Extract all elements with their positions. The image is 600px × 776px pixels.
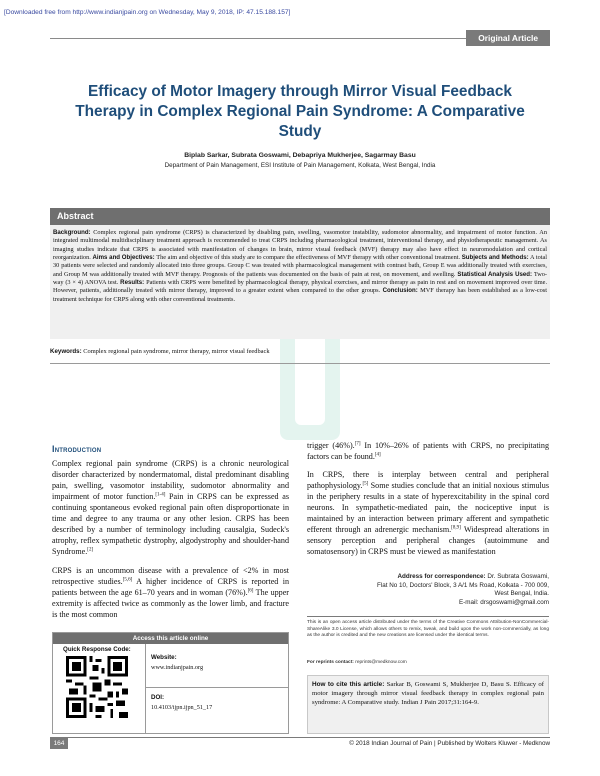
correspondence-label: Address for correspondence:: [397, 573, 486, 580]
doi-link[interactable]: 10.4103/ijpn.ijpn_51_17: [151, 704, 213, 711]
open-access-notice: This is an open access article distributed under the terms of the Creative Commons Attribution-NonCommercial-ShareAlike 3.0 License, which allows others to remix, tweak, and build upon the work non-commercially, as long as the author is credited and the new creations are licensed under the identical terms.: [307, 620, 549, 639]
intro-r2-text-c: Widespread alterations in sensory perception and peripheral changes (autoimmune and somatosensory) in CRPS must be viewed as manifestation: [307, 525, 550, 557]
qr-code-icon[interactable]: [66, 656, 128, 718]
cite-text: Sarkar B, Goswami S, Mukherjee D, Basu S. Efficacy of motor imagery through mirror visual feedback therapy in complex regional pain syndrome: A Comparative study. Indian J Pain 2017;31:164-9.: [312, 681, 544, 707]
footer-copyright: © 2018 Indian Journal of Pain | Published by Wolters Kluwer - Medknow: [349, 740, 550, 747]
open-access-rule: [307, 616, 549, 617]
keywords-rule: [50, 363, 550, 364]
keywords-text: Complex regional pain syndrome, mirror therapy, mirror visual feedback: [83, 348, 270, 355]
abstract-background: Complex regional pain syndrome (CRPS) is characterized by disabling pain, swelling, vasomotor instability, sudomotor abnormality, and impairment of motor function. An integrated multimodal multidisciplinary treatment approach is recommended to treat CRPS including pharmacological treatment, interventional therapy, and physiotherapeutic management. As imaging studies indicate that CRPS is associated with manifestation of changes in brain, mirror visual feedback (MVF) therapy may also have effect in neuromodulation and cortical reorganization.: [53, 229, 547, 262]
author-list: Biplab Sarkar, Subrata Goswami, Debapriya Mukherjee, Sagarmay Basu: [184, 152, 416, 159]
cite-label: How to cite this article:: [312, 681, 385, 688]
download-banner: [Downloaded free from http://www.indianjpain.org on Wednesday, May 9, 2018, IP: 47.15.188.157]: [4, 9, 291, 16]
citation-ref[interactable]: [2]: [87, 547, 94, 553]
section-tag-bar: [50, 30, 550, 46]
intro-r1-text-b: In 10%–26% of patients with CRPS, no precipitating factors can be found.: [307, 441, 549, 462]
abstract-subjects: A total 30 patients were selected and randomly allocated into three groups. Group C was treated with pharmacological management with contrast bath, Group E was additionally treated with exercises, and Group M was additionally treated with MVF therapy. Prognosis of the patients was documented on the basis of pain at rest, on movement, and swelling.: [53, 254, 548, 278]
keywords-label: Keywords:: [50, 348, 82, 355]
abstract-heading: Abstract: [50, 208, 550, 225]
access-divider: [145, 687, 289, 688]
citation-ref[interactable]: [8,9]: [451, 525, 461, 531]
correspondence-name: Dr. Subrata Goswami,: [487, 573, 549, 580]
citation-ref[interactable]: [1-4]: [155, 492, 166, 498]
abstract-section: [50, 208, 550, 339]
footer-rule: [50, 737, 550, 738]
citation-box: [307, 675, 549, 734]
intro-paragraph-2: [52, 565, 289, 620]
doi-label: DOI:: [151, 694, 165, 701]
intro-paragraph-3: [307, 440, 549, 462]
article-title: Efficacy of Motor Imagery through Mirror Visual Feedback Therapy in Complex Regional Pain Syndrome: A Comparative Study: [75, 83, 525, 140]
access-divider: [145, 644, 146, 734]
intro-p2-text-c: The upper extremity is affected twice as commonly as the lower limb, and fracture is the most common: [52, 588, 289, 620]
abstract-aims-label: Aims and Objectives:: [92, 254, 155, 262]
correspondence-line-1: Flat No 10, Doctors' Block, 3 A/1 Ms Road, Kolkata - 700 009,: [376, 581, 549, 589]
intro-paragraph-1: [52, 458, 289, 557]
keywords: [50, 348, 550, 355]
abstract-results: Patients with CRPS were benefited by pharmacological therapy, physical exercises, and mirror therapy as pain in rest and on movement improved over time. However, patients, additionally treated with mirror therapy, improved to a greater extent when compared to the other groups.: [53, 279, 548, 295]
correspondence-line-2: West Bengal, India.: [494, 590, 549, 598]
section-tag: Original Article: [466, 30, 550, 46]
website-label: Website:: [151, 654, 177, 661]
intro-r2-text: In CRPS, there is interplay between central and peripheral pathophysiology.: [307, 470, 549, 491]
abstract-background-label: Background:: [53, 229, 91, 236]
access-heading: Access this article online: [53, 633, 288, 644]
citation-ref[interactable]: [5,6]: [122, 577, 133, 583]
citation-ref[interactable]: [6]: [247, 588, 254, 594]
author-affiliation: Department of Pain Management, ESI Institute of Pain Management, Kolkata, West Bengal, India: [164, 162, 436, 169]
intro-p1-text: Complex regional pain syndrome (CRPS) is a chronic neurological disorder characterized by nondermatomal, distal predominant disabling pain, swelling, vasomotor instability, sudomotor abnormality and impairment of motor function.: [52, 459, 289, 502]
intro-r1-text: trigger (46%).: [307, 441, 355, 450]
intro-r2-text-b: Some studies conclude that an initial noxious stimulus in the periphery results in a state of hyperexcitability in the spinal cord neurons. In sympathetic-mediated pain, the nociceptive input is maintained by an interaction between primary afferent and sympathetic efferent through an adrenergic mechanism.: [307, 481, 549, 535]
qr-label: Quick Response Code:: [63, 646, 131, 653]
website-link[interactable]: www.indianjpain.org: [151, 664, 204, 671]
abstract-conclusion: MVF therapy has been established as a low-cost treatment technique for CRPS along with other conventional treatments.: [53, 287, 547, 303]
reprints-label: For reprints contact:: [307, 660, 354, 665]
citation-ref[interactable]: [5]: [362, 481, 369, 487]
page-number: 164: [50, 738, 68, 749]
access-online-box: [52, 632, 289, 734]
abstract-subjects-label: Subjects and Methods:: [461, 254, 529, 262]
abstract-stats-label: Statistical Analysis Used:: [457, 270, 533, 278]
intro-p2-text: CRPS is an uncommon disease with a prevalence of <2% in most retrospective studies.: [52, 566, 289, 587]
intro-paragraph-4: [307, 469, 549, 557]
citation-ref[interactable]: [7]: [354, 441, 361, 447]
abstract-aims: The aim and objective of this study are to compare the effectiveness of MVF therapy with other conventional treatment.: [156, 254, 461, 262]
correspondence-block: [330, 573, 549, 608]
intro-p1-text-b: Pain in CRPS can be expressed as continuing spontaneous evoked regional pain often disproportionate in time and degree to any trauma or any other lesion. CRPS has been described by a number of terminology including causalgia, Sudeck's atrophy, reflex sympathetic dystrophy, algodystrophy and shoulder-hand Syndrome.: [52, 492, 290, 557]
citation-ref[interactable]: [4]: [374, 452, 381, 458]
reprints-line: [307, 660, 549, 665]
intro-p2-text-b: A higher incidence of CRPS is reported in patients between the age 61–70 years and in woman (76%).: [52, 577, 289, 598]
introduction-heading: Introduction: [52, 444, 102, 454]
abstract-conclusion-label: Conclusion:: [382, 287, 418, 295]
abstract-stats: Two-way (3 × 4) ANOVA test.: [53, 270, 548, 287]
abstract-text: [50, 225, 550, 304]
abstract-results-label: Results:: [120, 279, 145, 287]
correspondence-email[interactable]: E-mail: drsgoswami@gmail.com: [458, 599, 549, 607]
reprints-email[interactable]: reprints@medknow.com: [355, 660, 407, 665]
